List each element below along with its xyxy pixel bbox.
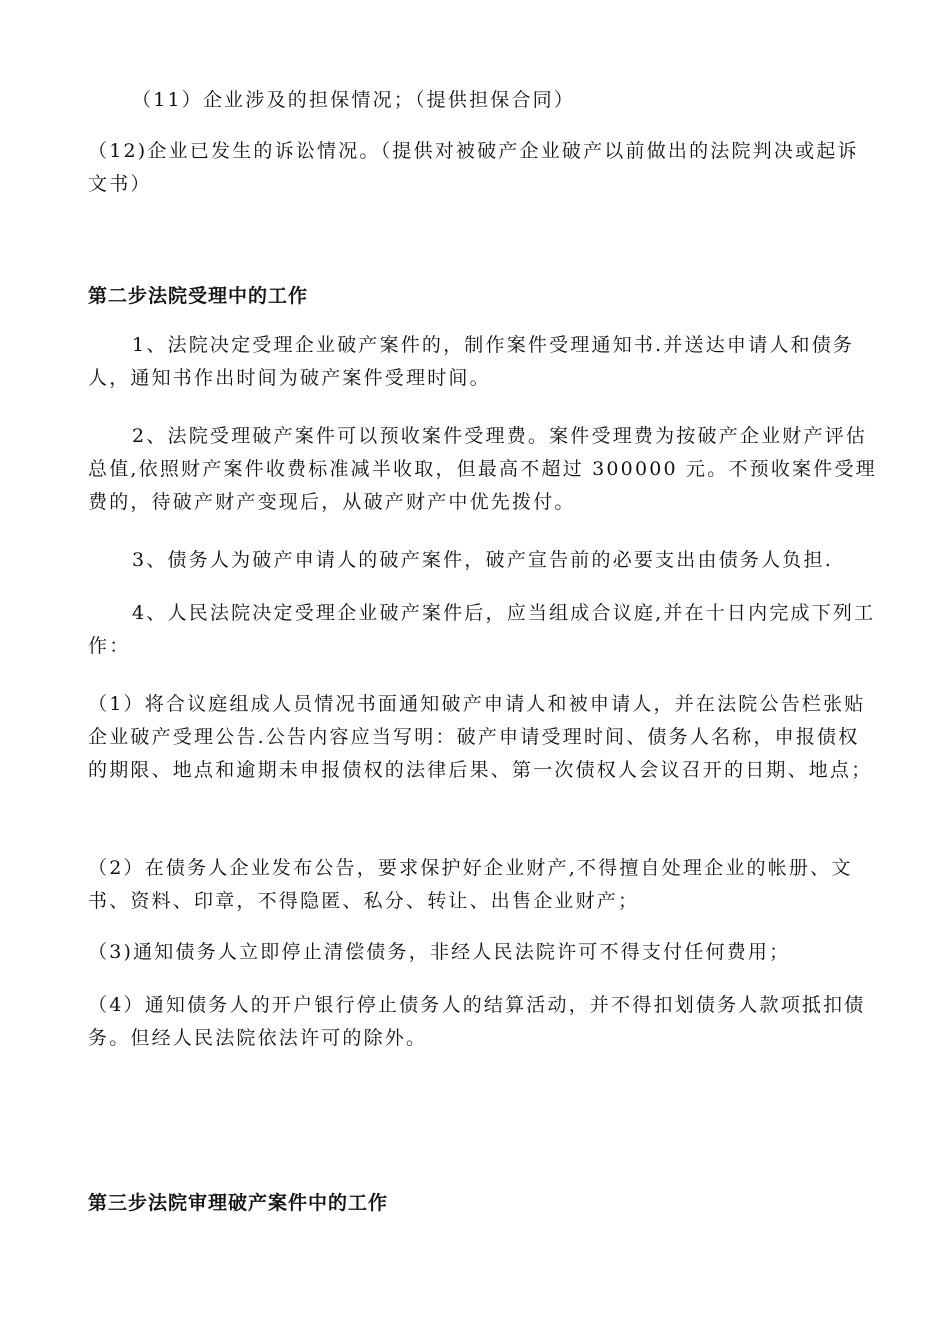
item-11-guarantees: （11）企业涉及的担保情况；（提供担保合同） <box>132 89 576 111</box>
section-2-paragraph-4: 4、人民法院决定受理企业破产案件后，应当组成合议庭,并在十日内完成下列工作： <box>88 602 876 657</box>
section-2-paragraph-3: 3、债务人为破产申请人的破产案件，破产宣告前的必要支出由债务人负担. <box>132 549 833 571</box>
section-2-heading: 第二步法院受理中的工作 <box>88 285 309 307</box>
section-2-subitem-4: （4）通知债务人的开户银行停止债务人的结算活动，并不得扣划债务人款项抵扣债务。但经人民法院依法许可的除外。 <box>88 994 866 1049</box>
section-2-paragraph-2: 2、法院受理破产案件可以预收案件受理费。案件受理费为按破产企业财产评估总值,依照财产案件收费标准减半收取，但最高不超过 300000 元。不预收案件受理费的，待破产财产变现后，从破产财产中优先拨付。 <box>88 425 877 513</box>
section-2-subitem-2: （2）在债务人企业发布公告，要求保护好企业财产,不得擅自处理企业的帐册、文书、资料、印章，不得隐匿、私分、转让、出售企业财产； <box>88 857 853 912</box>
section-3-heading: 第三步法院审理破产案件中的工作 <box>88 1192 389 1214</box>
section-2-subitem-1: （1）将合议庭组成人员情况书面通知破产申请人和被申请人，并在法院公告栏张贴企业破产受理公告.公告内容应当写明：破产申请受理时间、债务人名称，申报债权的期限、地点和逾期未申报债权的法律后果、第一次债权人会议召开的日期、地点； <box>88 693 873 781</box>
section-2-paragraph-1: 1、法院决定受理企业破产案件的，制作案件受理通知书.并送达申请人和债务人，通知书作出时间为破产案件受理时间。 <box>88 334 855 389</box>
item-12-litigation: （12)企业已发生的诉讼情况。（提供对被破产企业破产以前做出的法院判决或起诉文书） <box>88 140 859 195</box>
section-2-subitem-3: （3)通知债务人立即停止清偿债务，非经人民法院许可不得支付任何费用； <box>88 941 791 963</box>
